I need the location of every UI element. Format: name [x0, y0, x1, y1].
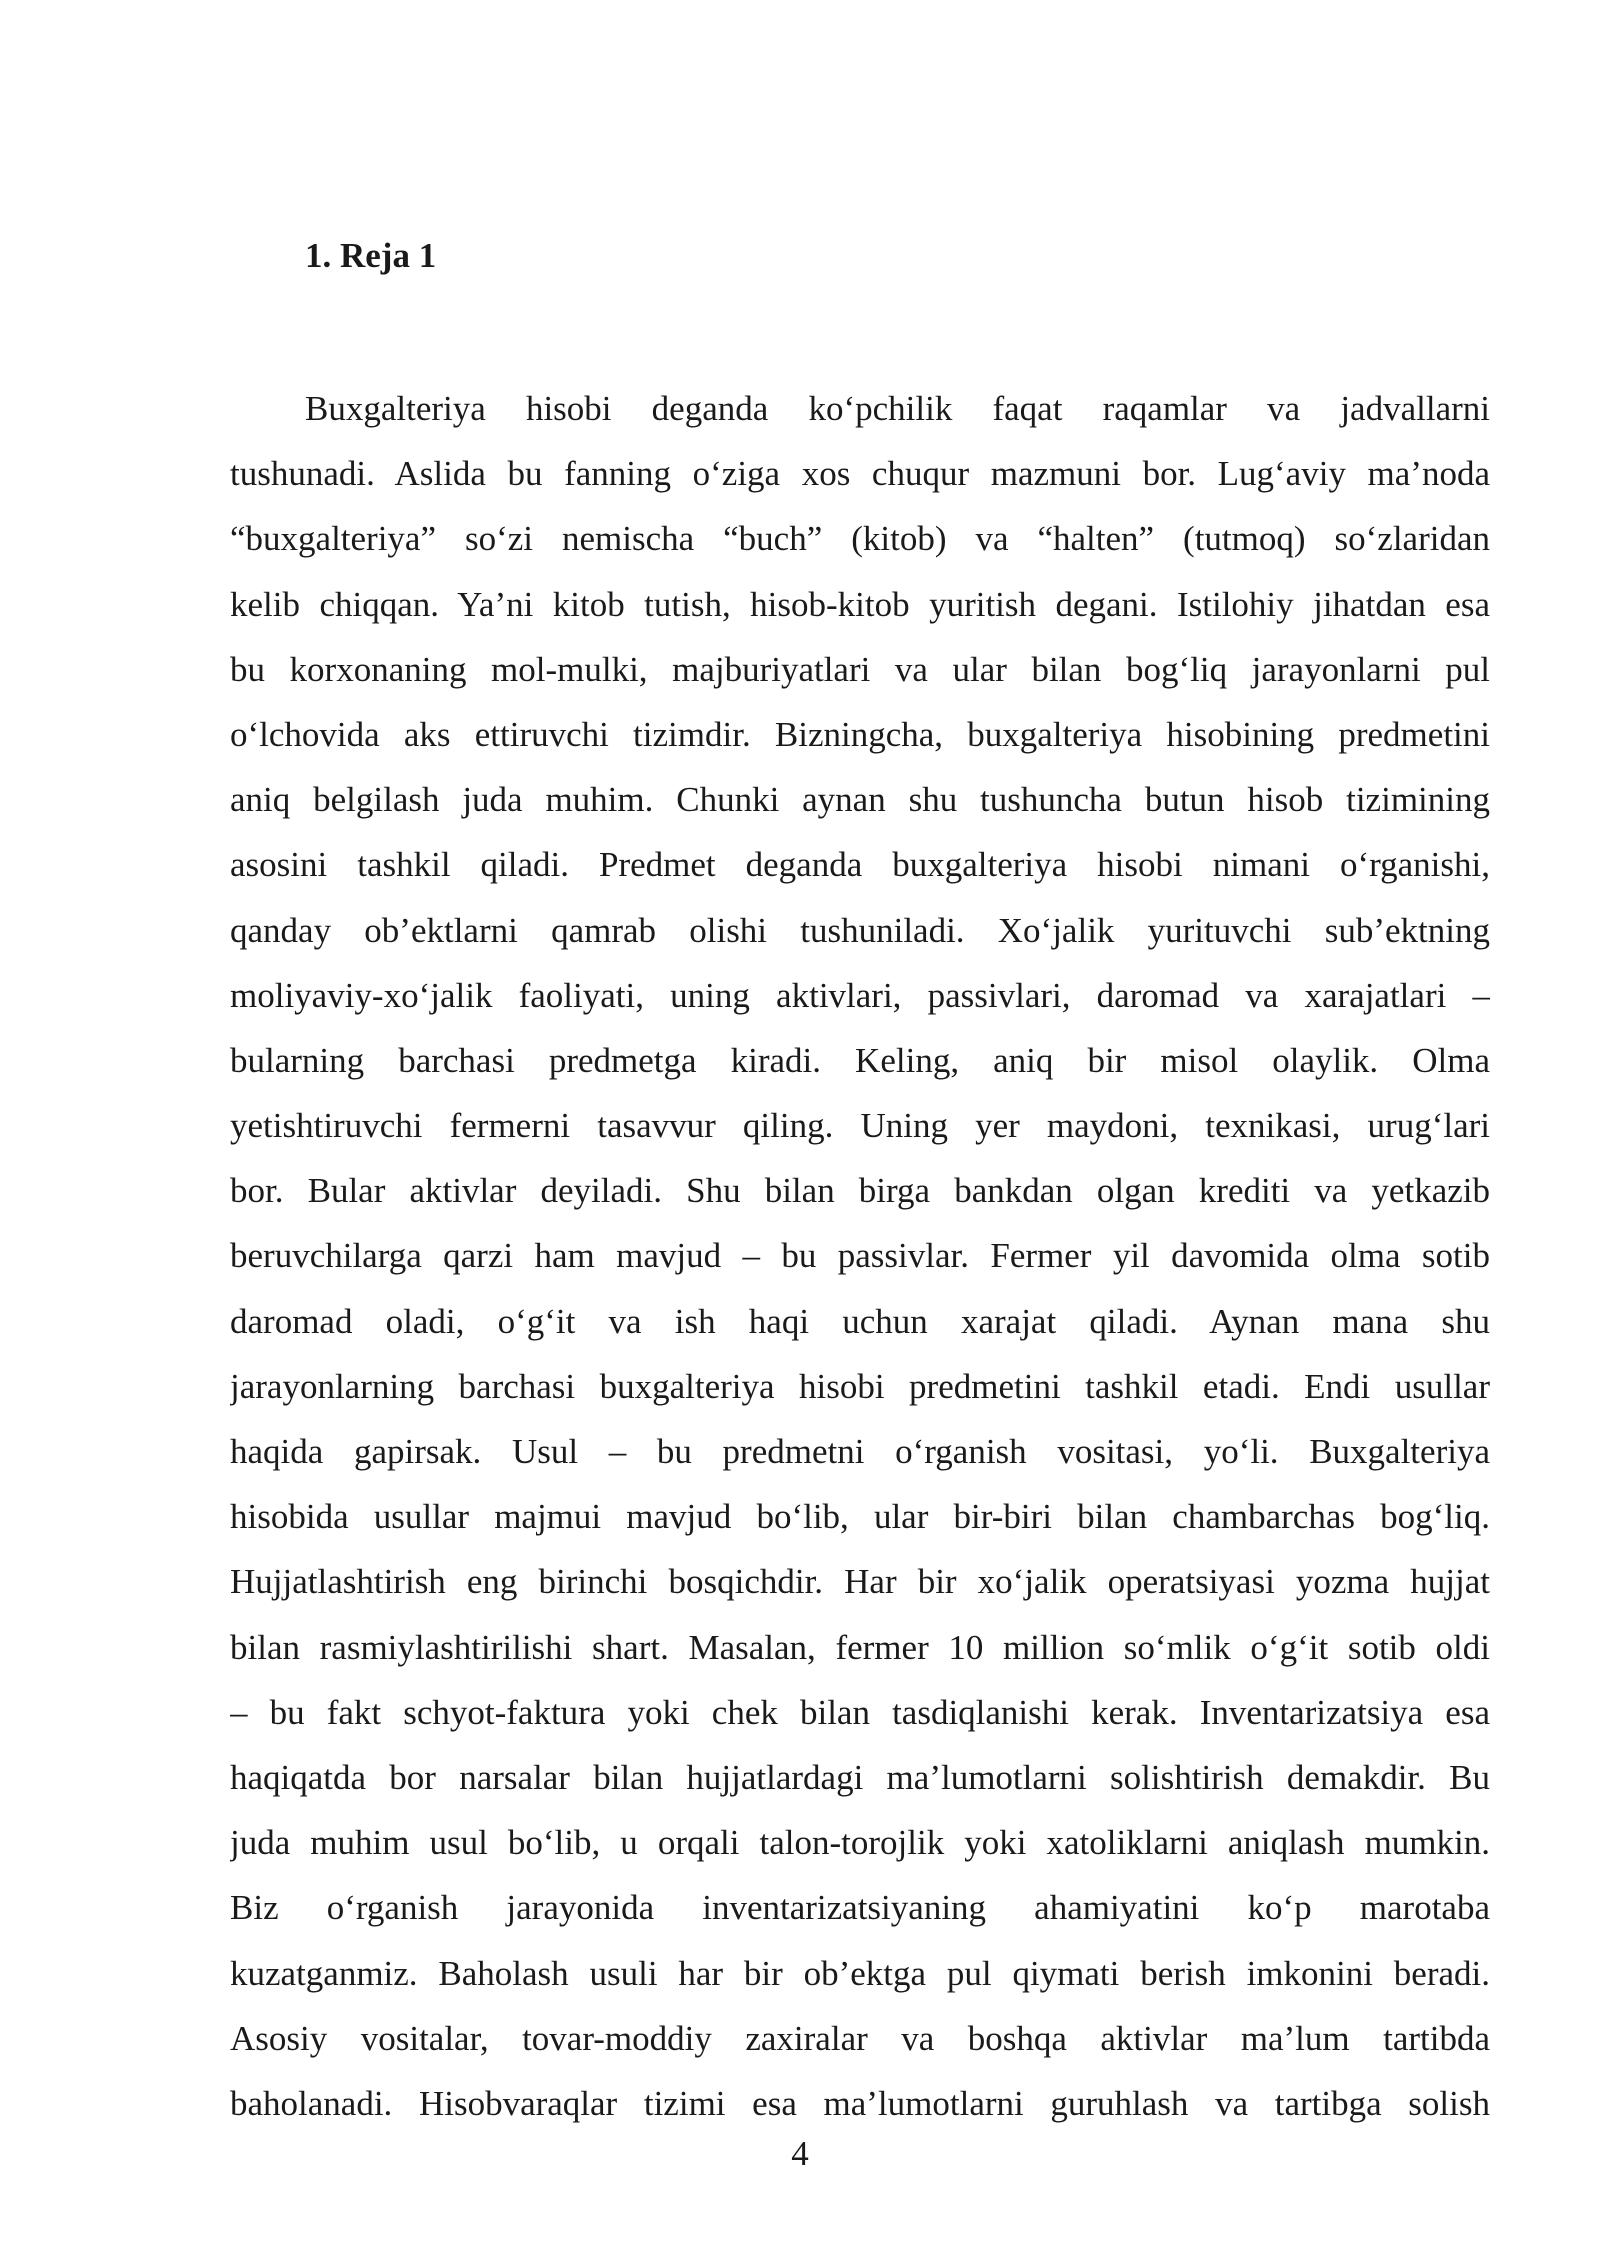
section-heading: 1. Reja 1: [305, 236, 437, 275]
text-line: jarayonlarning barchasi buxgalteriya hisobi predmetini tashkil etadi. Endi usullar: [230, 1366, 1490, 1406]
text-line: Asosiy vositalar, tovar-moddiy zaxiralar va boshqa aktivlar ma’lum tartibda: [230, 2018, 1490, 2058]
text-line: Hujjatlashtirish eng birinchi bosqichdir. Har bir xo‘jalik operatsiyasi yozma hujjat: [230, 1562, 1490, 1602]
text-line: Biz o‘rganish jarayonida inventarizatsiyaning ahamiyatini ko‘p marotaba: [230, 1888, 1490, 1928]
text-line: qanday ob’ektlarni qamrab olishi tushuniladi. Xo‘jalik yurituvchi sub’ektning: [230, 910, 1490, 950]
text-line: kelib chiqqan. Ya’ni kitob tutish, hisob-kitob yuritish degani. Istilohiy jihatdan esa: [230, 584, 1490, 624]
text-line: hisobida usullar majmui mavjud bo‘lib, ular bir-biri bilan chambarchas bog‘liq.: [230, 1497, 1490, 1537]
text-line: baholanadi. Hisobvaraqlar tizimi esa ma’lumotlarni guruhlash va tartibga solish: [230, 2083, 1490, 2123]
text-line: Buxgalteriya hisobi deganda ko‘pchilik faqat raqamlar va jadvallarni: [305, 389, 1490, 428]
text-line: o‘lchovida aks ettiruvchi tizimdir. Bizningcha, buxgalteriya hisobining predmetini: [230, 714, 1490, 754]
text-line: – bu fakt schyot-faktura yoki chek bilan tasdiqlanishi kerak. Inventarizatsiya esa: [230, 1692, 1490, 1732]
text-line: haqida gapirsak. Usul – bu predmetni o‘rganish vositasi, yo‘li. Buxgalteriya: [230, 1432, 1490, 1471]
body-paragraph: [230, 376, 1490, 2136]
text-line: bu korxonaning mol-mulki, majburiyatlari va ular bilan bog‘liq jarayonlarni pul: [230, 649, 1490, 689]
text-line: aniq belgilash juda muhim. Chunki aynan shu tushuncha butun hisob tizimining: [230, 780, 1490, 820]
text-line: beruvchilarga qarzi ham mavjud – bu passivlar. Fermer yil davomida olma sotib: [230, 1236, 1490, 1276]
text-line: kuzatganmiz. Baholash usuli har bir ob’ektga pul qiymati berish imkonini beradi.: [230, 1953, 1490, 1993]
text-line: bor. Bular aktivlar deyiladi. Shu bilan birga bankdan olgan krediti va yetkazib: [230, 1171, 1490, 1211]
text-line: yetishtiruvchi fermerni tasavvur qiling. Uning yer maydoni, texnikasi, urug‘lari: [230, 1106, 1490, 1146]
text-line: moliyaviy-xo‘jalik faoliyati, uning aktivlari, passivlari, daromad va xarajatlari –: [230, 975, 1490, 1015]
text-line: juda muhim usul bo‘lib, u orqali talon-torojlik yoki xatoliklarni aniqlash mumkin.: [230, 1823, 1490, 1863]
text-line: bilan rasmiylashtirilishi shart. Masalan, fermer 10 million so‘mlik o‘g‘it sotib oldi: [230, 1627, 1490, 1667]
text-line: bularning barchasi predmetga kiradi. Keling, aniq bir misol olaylik. Olma: [230, 1040, 1490, 1080]
text-line: haqiqatda bor narsalar bilan hujjatlardagi ma’lumotlarni solishtirish demakdir. Bu: [230, 1757, 1490, 1797]
text-line: tushunadi. Aslida bu fanning o‘ziga xos chuqur mazmuni bor. Lug‘aviy ma’noda: [230, 454, 1490, 494]
text-line: “buxgalteriya” so‘zi nemischa “buch” (kitob) va “halten” (tutmoq) so‘zlaridan: [230, 519, 1490, 559]
text-line: daromad oladi, o‘g‘it va ish haqi uchun xarajat qiladi. Aynan mana shu: [230, 1301, 1490, 1341]
page-number: 4: [791, 2134, 809, 2173]
text-line: asosini tashkil qiladi. Predmet deganda buxgalteriya hisobi nimani o‘rganishi,: [230, 845, 1490, 885]
